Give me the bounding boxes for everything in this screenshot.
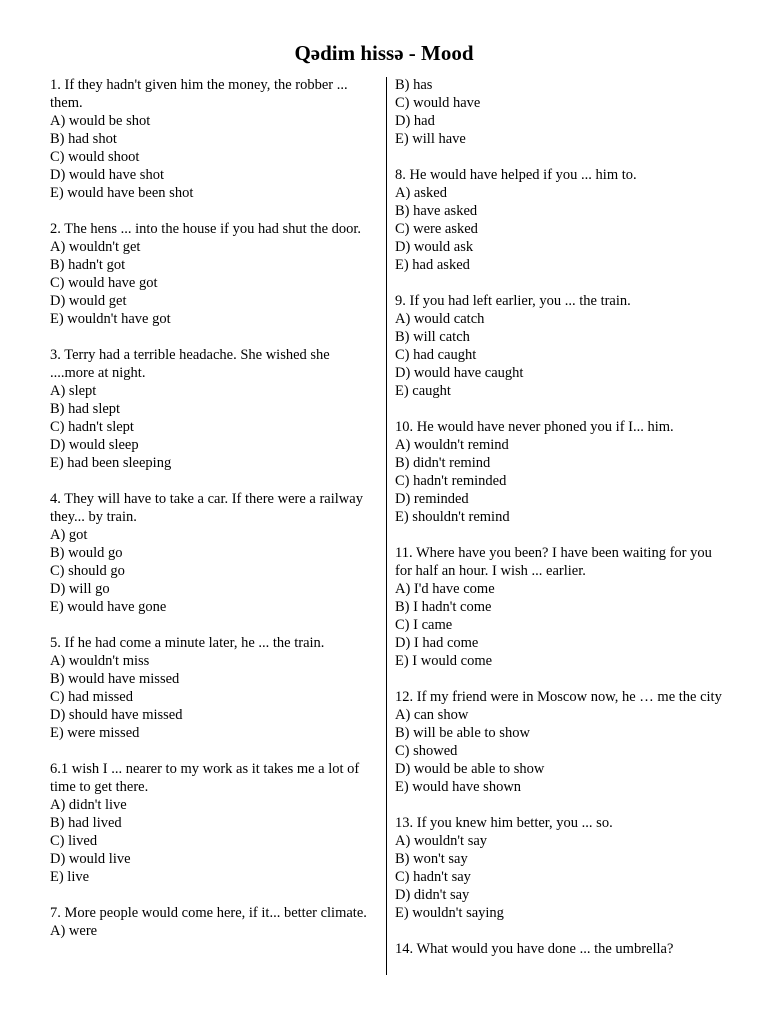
- answer-options: [50, 652, 375, 742]
- answer-option: E) will have: [395, 131, 466, 147]
- question-stem: 5. If he had come a minute later, he ... the train.: [50, 635, 325, 651]
- answer-option: E) I would come: [395, 653, 493, 669]
- page-title: Qədim hissə - Mood: [294, 41, 474, 65]
- answer-options: [395, 184, 725, 274]
- answer-option: A) asked: [395, 185, 447, 201]
- right-column-questions: [395, 166, 725, 922]
- answer-option: A) wouldn't get: [50, 239, 141, 255]
- answer-option: D) would have caught: [395, 365, 524, 381]
- answer-options: [50, 112, 375, 202]
- answer-option: A) would be shot: [50, 113, 151, 129]
- answer-option: C) would have: [395, 95, 481, 111]
- question-block: [50, 76, 375, 202]
- answer-option: A) were: [50, 923, 98, 939]
- answer-option: B) had shot: [50, 131, 117, 147]
- answer-option: B) would have missed: [50, 671, 180, 687]
- answer-option: A) can show: [395, 707, 469, 723]
- answer-option: B) would go: [50, 545, 123, 561]
- answer-option: A) wouldn't miss: [50, 653, 150, 669]
- answer-option: D) would be able to show: [395, 761, 545, 777]
- answer-options: [50, 796, 375, 886]
- answer-option: D) didn't say: [395, 887, 470, 903]
- answer-option: C) lived: [50, 833, 98, 849]
- answer-option: C) I came: [395, 617, 453, 633]
- column-divider: [386, 77, 387, 975]
- left-column: [50, 76, 375, 958]
- answer-option: A) wouldn't remind: [395, 437, 509, 453]
- answer-option: B) hadn't got: [50, 257, 126, 273]
- answer-option: D) will go: [50, 581, 110, 597]
- answer-option: B) has: [395, 77, 433, 93]
- question-block: [395, 418, 725, 526]
- answer-option: B) won't say: [395, 851, 468, 867]
- answer-option: E) would have been shot: [50, 185, 194, 201]
- question-block: [50, 220, 375, 328]
- answer-options: [50, 922, 375, 940]
- answer-option: C) were asked: [395, 221, 478, 237]
- question-stem: 4. They will have to take a car. If there were a railway they... by train.: [50, 491, 363, 525]
- answer-option: D) had: [395, 113, 435, 129]
- right-column: [395, 76, 725, 958]
- answer-option: B) I hadn't come: [395, 599, 492, 615]
- answer-option: A) didn't live: [50, 797, 127, 813]
- answer-options: [395, 832, 725, 922]
- answer-option: E) wouldn't saying: [395, 905, 504, 921]
- answer-option: B) didn't remind: [395, 455, 491, 471]
- question-stem: 11. Where have you been? I have been waiting for you for half an hour. I wish ... earlier.: [395, 545, 712, 579]
- answer-options: [395, 580, 725, 670]
- question-block: [50, 904, 375, 940]
- answer-options: [50, 238, 375, 328]
- question-14-stem: 14. What would you have done ... the umbrella?: [395, 941, 674, 957]
- answer-option: E) wouldn't have got: [50, 311, 171, 327]
- answer-option: B) will be able to show: [395, 725, 530, 741]
- answer-option: E) caught: [395, 383, 451, 399]
- question-block: [50, 760, 375, 886]
- answer-option: D) would sleep: [50, 437, 139, 453]
- question-stem: 13. If you knew him better, you ... so.: [395, 815, 613, 831]
- question-block: [395, 292, 725, 400]
- answer-option: E) were missed: [50, 725, 140, 741]
- answer-option: C) had caught: [395, 347, 477, 363]
- answer-option: C) had missed: [50, 689, 133, 705]
- question-stem: 2. The hens ... into the house if you had shut the door.: [50, 221, 362, 237]
- answer-option: A) I'd have come: [395, 581, 495, 597]
- answer-option: E) shouldn't remind: [395, 509, 510, 525]
- answer-option: E) would have gone: [50, 599, 167, 615]
- answer-option: A) slept: [50, 383, 97, 399]
- answer-option: C) would shoot: [50, 149, 140, 165]
- answer-option: C) showed: [395, 743, 458, 759]
- question-block: [395, 688, 725, 796]
- question-block: [50, 490, 375, 616]
- answer-option: D) reminded: [395, 491, 469, 507]
- question-block: [395, 544, 725, 670]
- question-stem: 8. He would have helped if you ... him to.: [395, 167, 637, 183]
- answer-option: C) hadn't slept: [50, 419, 134, 435]
- answer-option: E) would have shown: [395, 779, 522, 795]
- answer-option: A) would catch: [395, 311, 485, 327]
- question-block: [395, 814, 725, 922]
- answer-option: D) would get: [50, 293, 127, 309]
- answer-option: C) hadn't say: [395, 869, 471, 885]
- question-stem: 7. More people would come here, if it... better climate.: [50, 905, 367, 921]
- question-7-continued-options: [395, 76, 725, 148]
- question-stem: 12. If my friend were in Moscow now, he … me the city: [395, 689, 722, 705]
- answer-option: B) will catch: [395, 329, 470, 345]
- answer-option: D) would live: [50, 851, 131, 867]
- question-block: [395, 166, 725, 274]
- answer-options: [395, 310, 725, 400]
- answer-option: E) had been sleeping: [50, 455, 172, 471]
- answer-options: [50, 382, 375, 472]
- answer-option: A) wouldn't say: [395, 833, 488, 849]
- answer-option: C) would have got: [50, 275, 158, 291]
- answer-option: D) would have shot: [50, 167, 164, 183]
- answer-options: [395, 436, 725, 526]
- question-stem: 1. If they hadn't given him the money, the robber ... them.: [50, 77, 348, 111]
- answer-option: B) had slept: [50, 401, 121, 417]
- answer-option: C) hadn't reminded: [395, 473, 507, 489]
- answer-option: A) got: [50, 527, 88, 543]
- question-stem: 10. He would have never phoned you if I... him.: [395, 419, 674, 435]
- answer-option: E) live: [50, 869, 90, 885]
- question-stem: 9. If you had left earlier, you ... the train.: [395, 293, 631, 309]
- question-block: [50, 634, 375, 742]
- answer-option: D) I had come: [395, 635, 479, 651]
- answer-options: [395, 706, 725, 796]
- answer-option: E) had asked: [395, 257, 470, 273]
- question-stem: 3. Terry had a terrible headache. She wished she ....more at night.: [50, 347, 330, 381]
- question-stem: 6.1 wish I ... nearer to my work as it takes me a lot of time to get there.: [50, 761, 360, 795]
- answer-options: [50, 526, 375, 616]
- question-block: [50, 346, 375, 472]
- answer-option: B) have asked: [395, 203, 478, 219]
- answer-option: C) should go: [50, 563, 125, 579]
- answer-option: B) had lived: [50, 815, 122, 831]
- answer-option: D) would ask: [395, 239, 474, 255]
- answer-option: D) should have missed: [50, 707, 183, 723]
